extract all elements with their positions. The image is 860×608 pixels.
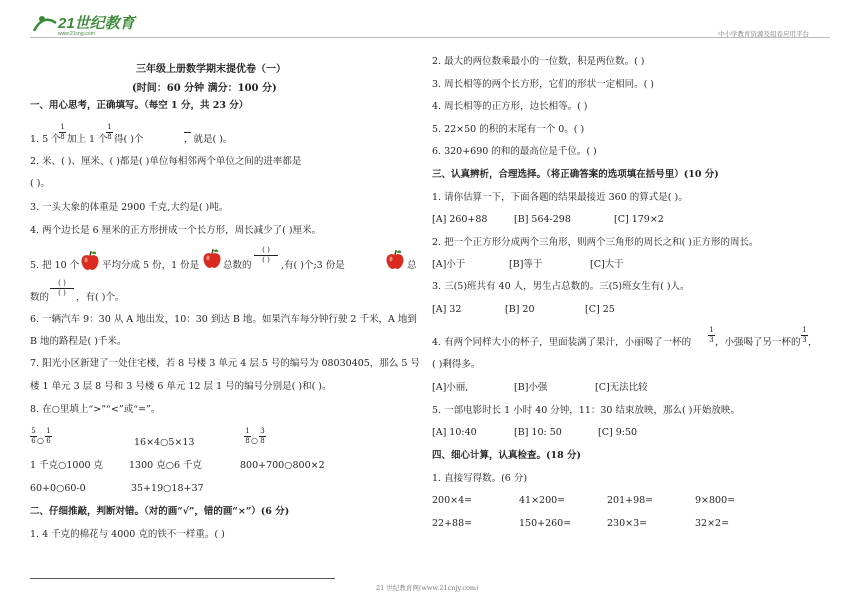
- logo-text: 21世纪教育: [58, 15, 135, 32]
- mc-4-option-a: [A]小丽,: [432, 382, 469, 393]
- apple-icon: [79, 250, 101, 272]
- site-logo: [30, 13, 140, 37]
- fraction-blank: ( ) ( ): [50, 280, 74, 297]
- mc-1-question: 1. 请你估算一下，下面各题的结果最接近 360 的算式是( )。: [432, 192, 688, 203]
- mc-5-option-a: [A] 10:40: [432, 427, 477, 438]
- mc-3-option-b: [B] 20: [505, 304, 535, 315]
- q1-part-a: 1. 5 个: [30, 134, 61, 145]
- compare-expr: 60+0○60-0: [30, 483, 86, 494]
- q1-part-b: 加上 1 个: [67, 134, 108, 145]
- q5-part-c: 总数的: [223, 260, 252, 271]
- fraction-one-eighth: 1 8: [60, 123, 65, 141]
- judge-3: 3. 周长相等的两个长方形，它们的形状一定相同。( ): [432, 79, 655, 90]
- q6-line-1: 6. 一辆汽车 9：30 从 A 地出发，10：30 到达 B 地。如果汽车每分钟行驶 2 千米，A 地到: [30, 314, 417, 325]
- q8-text: 8. 在○里填上“>”“<”或“=”。: [30, 404, 161, 415]
- judge-1: 1. 4 千克的棉花与 4000 克的铁不一样重。( ): [30, 529, 225, 540]
- calc-item: 22+88=: [432, 518, 473, 529]
- fraction-one-sixth: 1 6: [46, 427, 51, 445]
- mc-2-option-c: [C]大于: [590, 259, 624, 270]
- section-3-heading: 三、认真辨析，合理选择。（将正确答案的选项填在括号里）(10 分): [432, 169, 719, 180]
- calc-item: 32×2=: [695, 518, 730, 529]
- mc-2-option-b: [B]等于: [509, 259, 543, 270]
- logo-subtext: www.21cnjy.com: [58, 31, 95, 37]
- q5-part-e: 总: [407, 260, 417, 271]
- q6-line-2: B 地的路程是( )千米。: [30, 336, 127, 347]
- compare-expr: 1300 克○6 千克: [129, 460, 203, 471]
- calc-item: 150+260=: [519, 518, 572, 529]
- footer-divider: [30, 578, 335, 579]
- compare-circle[interactable]: ○: [37, 436, 44, 445]
- q5-line-2-a: 数的: [30, 292, 50, 303]
- fraction-blank: ( ) ( ): [254, 247, 278, 264]
- calc-item: 9×800=: [695, 495, 736, 506]
- section-2-heading: 二、仔细推敲，判断对错。（对的画“√”，错的画“×”）(6 分): [30, 506, 290, 517]
- footer-text: 21 世纪教育网(www.21cnjy.com): [376, 584, 479, 592]
- mc-2-question: 2. 把一个正方形分成两个三角形，则两个三角形的周长之和( )正方形的周长。: [432, 237, 759, 248]
- calc-item: 201+98=: [607, 495, 654, 506]
- section-4-heading: 四、细心计算，认真检查。(18 分): [432, 450, 582, 461]
- calc-item: 200×4=: [432, 495, 473, 506]
- q3-text: 3. 一头大象的体重是 2900 千克,大约是( )吨。: [30, 202, 229, 213]
- q4-text: 4. 两个边长是 6 厘米的正方形拼成一个长方形，周长减少了( )厘米。: [30, 225, 322, 236]
- compare-expr: 1 千克○1000 克: [30, 460, 104, 471]
- fraction-one-third: 1 3: [709, 326, 714, 344]
- q1-part-c: 得( )个: [114, 134, 144, 145]
- mc-3-option-c: [C] 25: [585, 304, 615, 315]
- compare-expr: 800+700○800×2: [240, 460, 325, 471]
- fraction-one-third: 1 3: [802, 326, 807, 344]
- mc-1-option-c: [C] 179×2: [614, 214, 664, 225]
- compare-circle[interactable]: ○: [251, 436, 258, 445]
- fraction-one-eighth: 1 8: [245, 427, 250, 445]
- mc-3-question: 3. 三(5)班共有 40 人，男生占总数的。三(5)班女生有( )人。: [432, 281, 690, 292]
- q2-line-2: ( )。: [30, 178, 50, 189]
- mc-2-option-a: [A]小于: [432, 259, 466, 270]
- section-1-heading: 一、用心思考，正确填写。（每空 1 分，共 23 分）: [30, 100, 249, 111]
- q5-part-b: 平均分成 5 份，1 份是: [102, 260, 200, 271]
- q5-part-a: 5. 把 10 个: [30, 260, 80, 271]
- doc-subtitle: (时间：60 分钟 满分：100 分): [132, 83, 277, 94]
- mc-3-option-a: [A] 32: [432, 304, 462, 315]
- header-platform-text: 中小学教育资源及组卷应用平台: [718, 30, 809, 38]
- compare-expr: 16×4○5×13: [134, 437, 195, 448]
- judge-2: 2. 最大的两位数乘最小的一位数，积是两位数。( ): [432, 56, 645, 67]
- mc-4-question-b: ，小强喝了另一杯的: [715, 337, 801, 348]
- compare-expr: 35+19○18+37: [131, 483, 204, 494]
- mc-5-question: 5. 一部电影时长 1 小时 40 分钟，11：30 结束放映，那么( )开始放映。: [432, 405, 740, 416]
- doc-title: 三年级上册数学期末提优卷（一）: [136, 64, 286, 75]
- fraction-one-eighth: 1 8: [107, 123, 112, 141]
- mc-4-option-c: [C]无法比较: [595, 382, 648, 393]
- q1-part-d: ，就是( )。: [184, 134, 233, 145]
- q2-line-1: 2. 米、( )、厘米、( )都是( )单位每相邻两个单位之间的进率都是: [30, 156, 302, 167]
- calc-item: 230×3=: [607, 518, 648, 529]
- header-divider: [30, 37, 830, 38]
- mc-1-option-a: [A] 260+88: [432, 214, 488, 225]
- fraction-five-sixths: 5 6: [31, 427, 36, 445]
- judge-6: 6. 320+690 的和的最高位是千位。( ): [432, 146, 597, 157]
- apple-icon: [384, 249, 406, 271]
- fraction-three-eighths: 3 8: [260, 427, 265, 445]
- mc-4-line-2: ( )剩得多。: [432, 359, 481, 370]
- mc-5-option-b: [B] 10: 50: [514, 427, 562, 438]
- q7-line-1: 7. 阳光小区新建了一处住宅楼，若 8 号楼 3 单元 4 层 5 号的编号为 08030405，那么 5 号: [30, 358, 420, 369]
- calc-title: 1. 直接写得数。(6 分): [432, 473, 528, 484]
- q7-line-2: 楼 1 单元 3 层 8 号和 3 号楼 6 单元 12 层 1 号的编号分别是( )和( )。: [30, 381, 332, 392]
- mc-4-option-b: [B]小强: [514, 382, 548, 393]
- mc-1-option-b: [B] 564-298: [514, 214, 571, 225]
- judge-4: 4. 周长相等的正方形，边长相等。( ): [432, 101, 588, 112]
- q5-line-2-b: ，有( )个。: [76, 292, 125, 303]
- mc-5-option-c: [C] 9:50: [598, 427, 638, 438]
- mc-4-question-a: 4. 有两个同样大小的杯子，里面装满了果汁，小丽喝了一杯的: [432, 337, 692, 348]
- apple-icon: [201, 248, 223, 270]
- calc-item: 41×200=: [519, 495, 566, 506]
- judge-5: 5. 22×50 的积的末尾有一个 0。( ): [432, 124, 585, 135]
- mc-4-question-c: ，: [808, 337, 818, 348]
- q5-part-d: ,有( )个;3 份是: [281, 260, 345, 271]
